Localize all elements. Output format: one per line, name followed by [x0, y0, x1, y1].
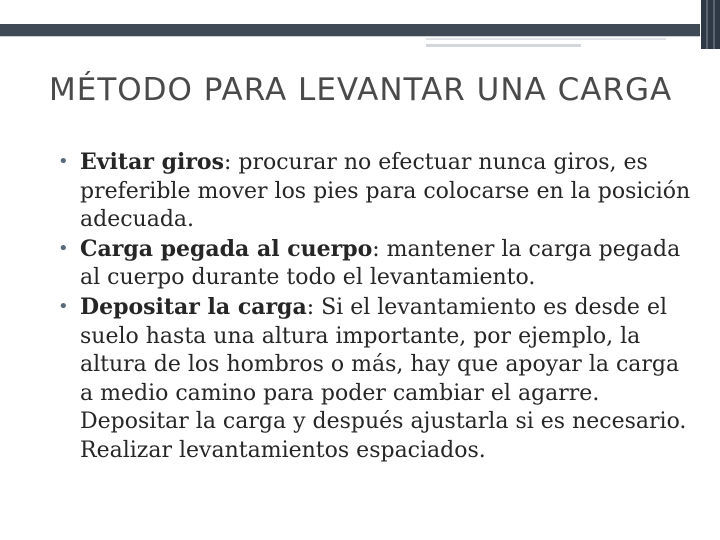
bullet-term: Carga pegada al cuerpo [80, 235, 373, 262]
bullet-marker: • [58, 151, 69, 172]
header-background [0, 0, 700, 24]
header-band [0, 24, 700, 36]
corner-stripe [713, 0, 715, 49]
header-divider [0, 36, 700, 37]
bullet-marker: • [58, 237, 69, 259]
bullet-item [58, 148, 698, 235]
bullet-term: Depositar la carga [80, 293, 307, 320]
bullet-term: Evitar giros [80, 149, 224, 175]
header-accent-line [426, 38, 666, 40]
bullet-text: : procurar no efectuar nunca giros, es preferible mover los pies para colocarse en la posición adecuada. [80, 150, 691, 233]
bullet-list [58, 148, 698, 466]
bullet-item [58, 235, 698, 293]
corner-decoration [701, 0, 720, 49]
bullet-text: : Si el levantamiento es desde el suelo hasta una altura importante, por ejemplo, la altura de los hombros o más, hay que apoyar la carga a medio camino para poder cambiar el agarre. Depositar la carga y después ajustarla si es necesario. Realizar levantamientos espaciados. [80, 294, 687, 463]
slide-title: MÉTODO PARA LEVANTAR UNA CARGA [49, 72, 673, 108]
bullet-item [58, 293, 698, 466]
bullet-marker: • [58, 295, 69, 317]
header-accent-line-short [426, 44, 581, 47]
bullet-text: : mantener la carga pegada al cuerpo durante todo el levantamiento. [80, 236, 681, 291]
corner-stripe [706, 0, 708, 49]
